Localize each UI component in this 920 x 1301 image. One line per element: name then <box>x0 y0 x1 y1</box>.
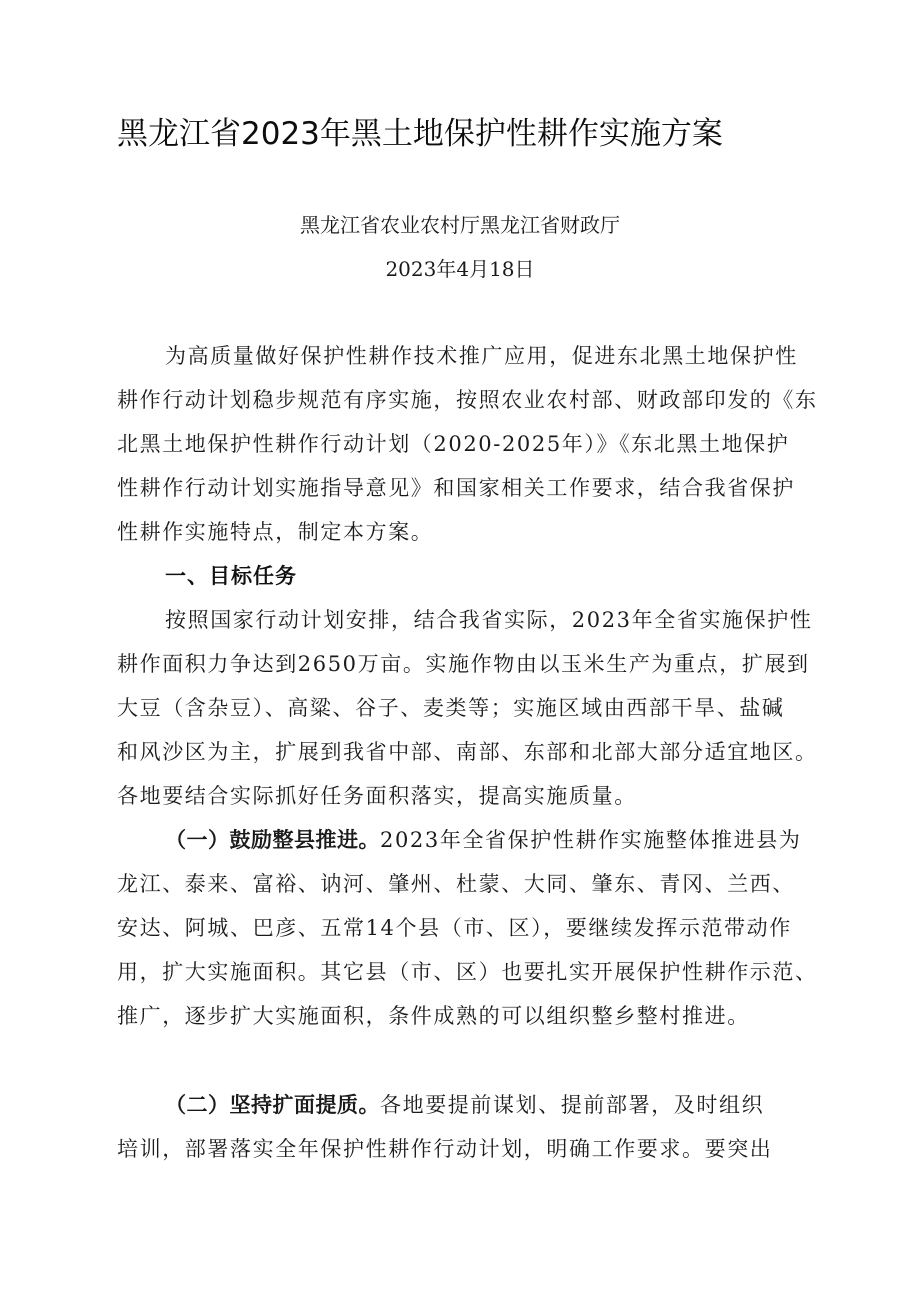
section-line: 按照国家行动计划安排，结合我省实际，2023年全省实施保护性 <box>165 608 813 632</box>
subsection-line: 推广，逐步扩大实施面积，条件成熟的可以组织整乡整村推进。 <box>117 1004 750 1028</box>
subsection-line: 培训，部署落实全年保护性耕作行动计划，明确工作要求。要突出 <box>117 1137 773 1161</box>
section-line: 各地要结合实际抓好任务面积落实，提高实施质量。 <box>117 784 637 808</box>
subsection-lead: （一）鼓励整县推进。 <box>165 828 380 852</box>
document-title: 黑龙江省2023年黑土地保护性耕作实施方案 <box>117 116 723 152</box>
section-line: 和风沙区为主，扩展到我省中部、南部、东部和北部大部分适宜地区。 <box>117 740 818 764</box>
subsection-line: 用，扩大实施面积。其它县（市、区）也要扎实开展保护性耕作示范、 <box>117 960 818 984</box>
date-line: 2023年4月18日 <box>385 257 535 281</box>
intro-line: 性耕作实施特点，制定本方案。 <box>117 520 434 544</box>
section-line: 大豆（含杂豆）、高粱、谷子、麦类等；实施区域由西部干旱、盐碱 <box>117 696 785 720</box>
subsection-line: 龙江、泰来、富裕、讷河、肇州、杜蒙、大同、肇东、青冈、兰西、 <box>117 872 795 896</box>
intro-line: 耕作行动计划稳步规范有序实施，按照农业农村部、财政部印发的《东 <box>117 388 818 412</box>
subsection-line: 安达、阿城、巴彦、五常14个县（市、区），要继续发挥示范带动作 <box>117 916 792 940</box>
subsection-first-line <box>165 1090 827 1120</box>
subsection-lead: （二）坚持扩面提质。 <box>165 1093 380 1117</box>
intro-line: 为高质量做好保护性耕作技术推广应用，促进东北黑土地保护性 <box>165 344 798 368</box>
intro-line: 北黑土地保护性耕作行动计划（2020-2025年）》《东北黑土地保护 <box>117 432 790 456</box>
subsection-first-line <box>165 825 827 855</box>
section-line: 耕作面积力争达到2650万亩。实施作物由以玉米生产为重点，扩展到 <box>117 652 810 676</box>
section-heading: 一、目标任务 <box>165 564 297 588</box>
subsection-text: 2023年全省保护性耕作实施整体推进县为 <box>380 828 802 852</box>
intro-line: 性耕作行动计划实施指导意见》和国家相关工作要求，结合我省保护 <box>117 476 795 500</box>
issuer-line: 黑龙江省农业农村厅黑龙江省财政厅 <box>300 213 620 237</box>
subsection-text: 各地要提前谋划、提前部署，及时组织 <box>380 1093 765 1117</box>
